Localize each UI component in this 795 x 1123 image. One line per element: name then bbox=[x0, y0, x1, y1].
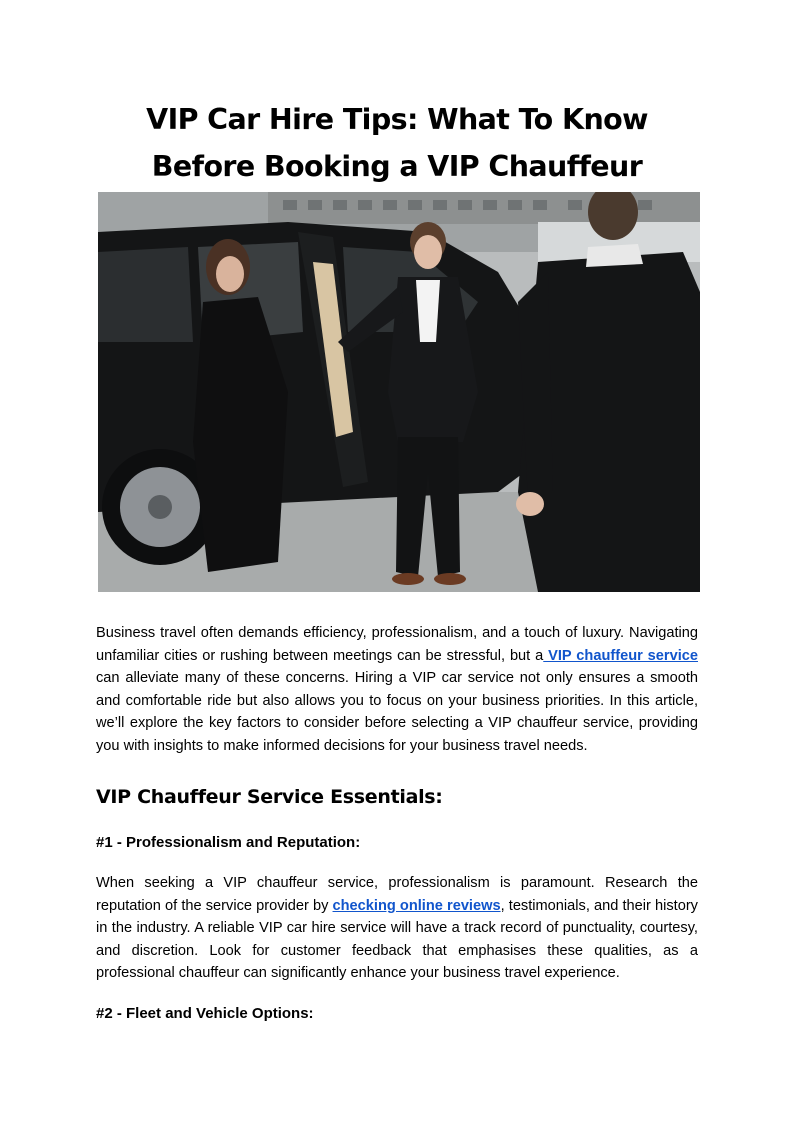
subsection-paragraph-1 bbox=[96, 872, 698, 985]
intro-text-end: can alleviate many of these concerns. Hiring a VIP car service not only ensures a smooth and comfortable ride but also allows you to focus on your business priorities. In this article, we’ll explore the key factors to consider before selecting a VIP chauffeur service, providing you with insights to make informed decisions for your business travel needs. bbox=[96, 670, 698, 754]
vip-chauffeur-service-link[interactable]: VIP chauffeur service bbox=[543, 647, 698, 664]
subsection-heading-2: #2 - Fleet and Vehicle Options: bbox=[96, 1005, 314, 1022]
paragraph-1-text-end: , testimonials, and their history in the industry. A reliable VIP car hire service will have a track record of punctuality, courtesy, and discretion. Look for customer feedback that emphasises these qualities, as a professional chauffeur can significantly enhance your business travel experience. bbox=[96, 897, 698, 982]
paragraph-1-text-start: When seeking a VIP chauffeur service, professionalism is paramount. Research the reputation of the service provider by bbox=[96, 875, 698, 914]
intro-paragraph bbox=[96, 622, 698, 758]
section-heading: VIP Chauffeur Service Essentials: bbox=[96, 786, 443, 808]
hero-photo bbox=[98, 192, 700, 592]
photo-chauffeur-opening-suv-door bbox=[98, 192, 700, 592]
subsection-heading-1: #1 - Professionalism and Reputation: bbox=[96, 834, 361, 851]
checking-online-reviews-link[interactable]: checking online reviews bbox=[332, 897, 501, 914]
article-title: VIP Car Hire Tips: What To Know Before Booking a VIP Chauffeur bbox=[146, 103, 648, 183]
intro-text-start: Business travel often demands efficiency, professionalism, and a touch of luxury. Navigating unfamiliar cities or rushing between meetings can be stressful, but a bbox=[96, 625, 698, 664]
